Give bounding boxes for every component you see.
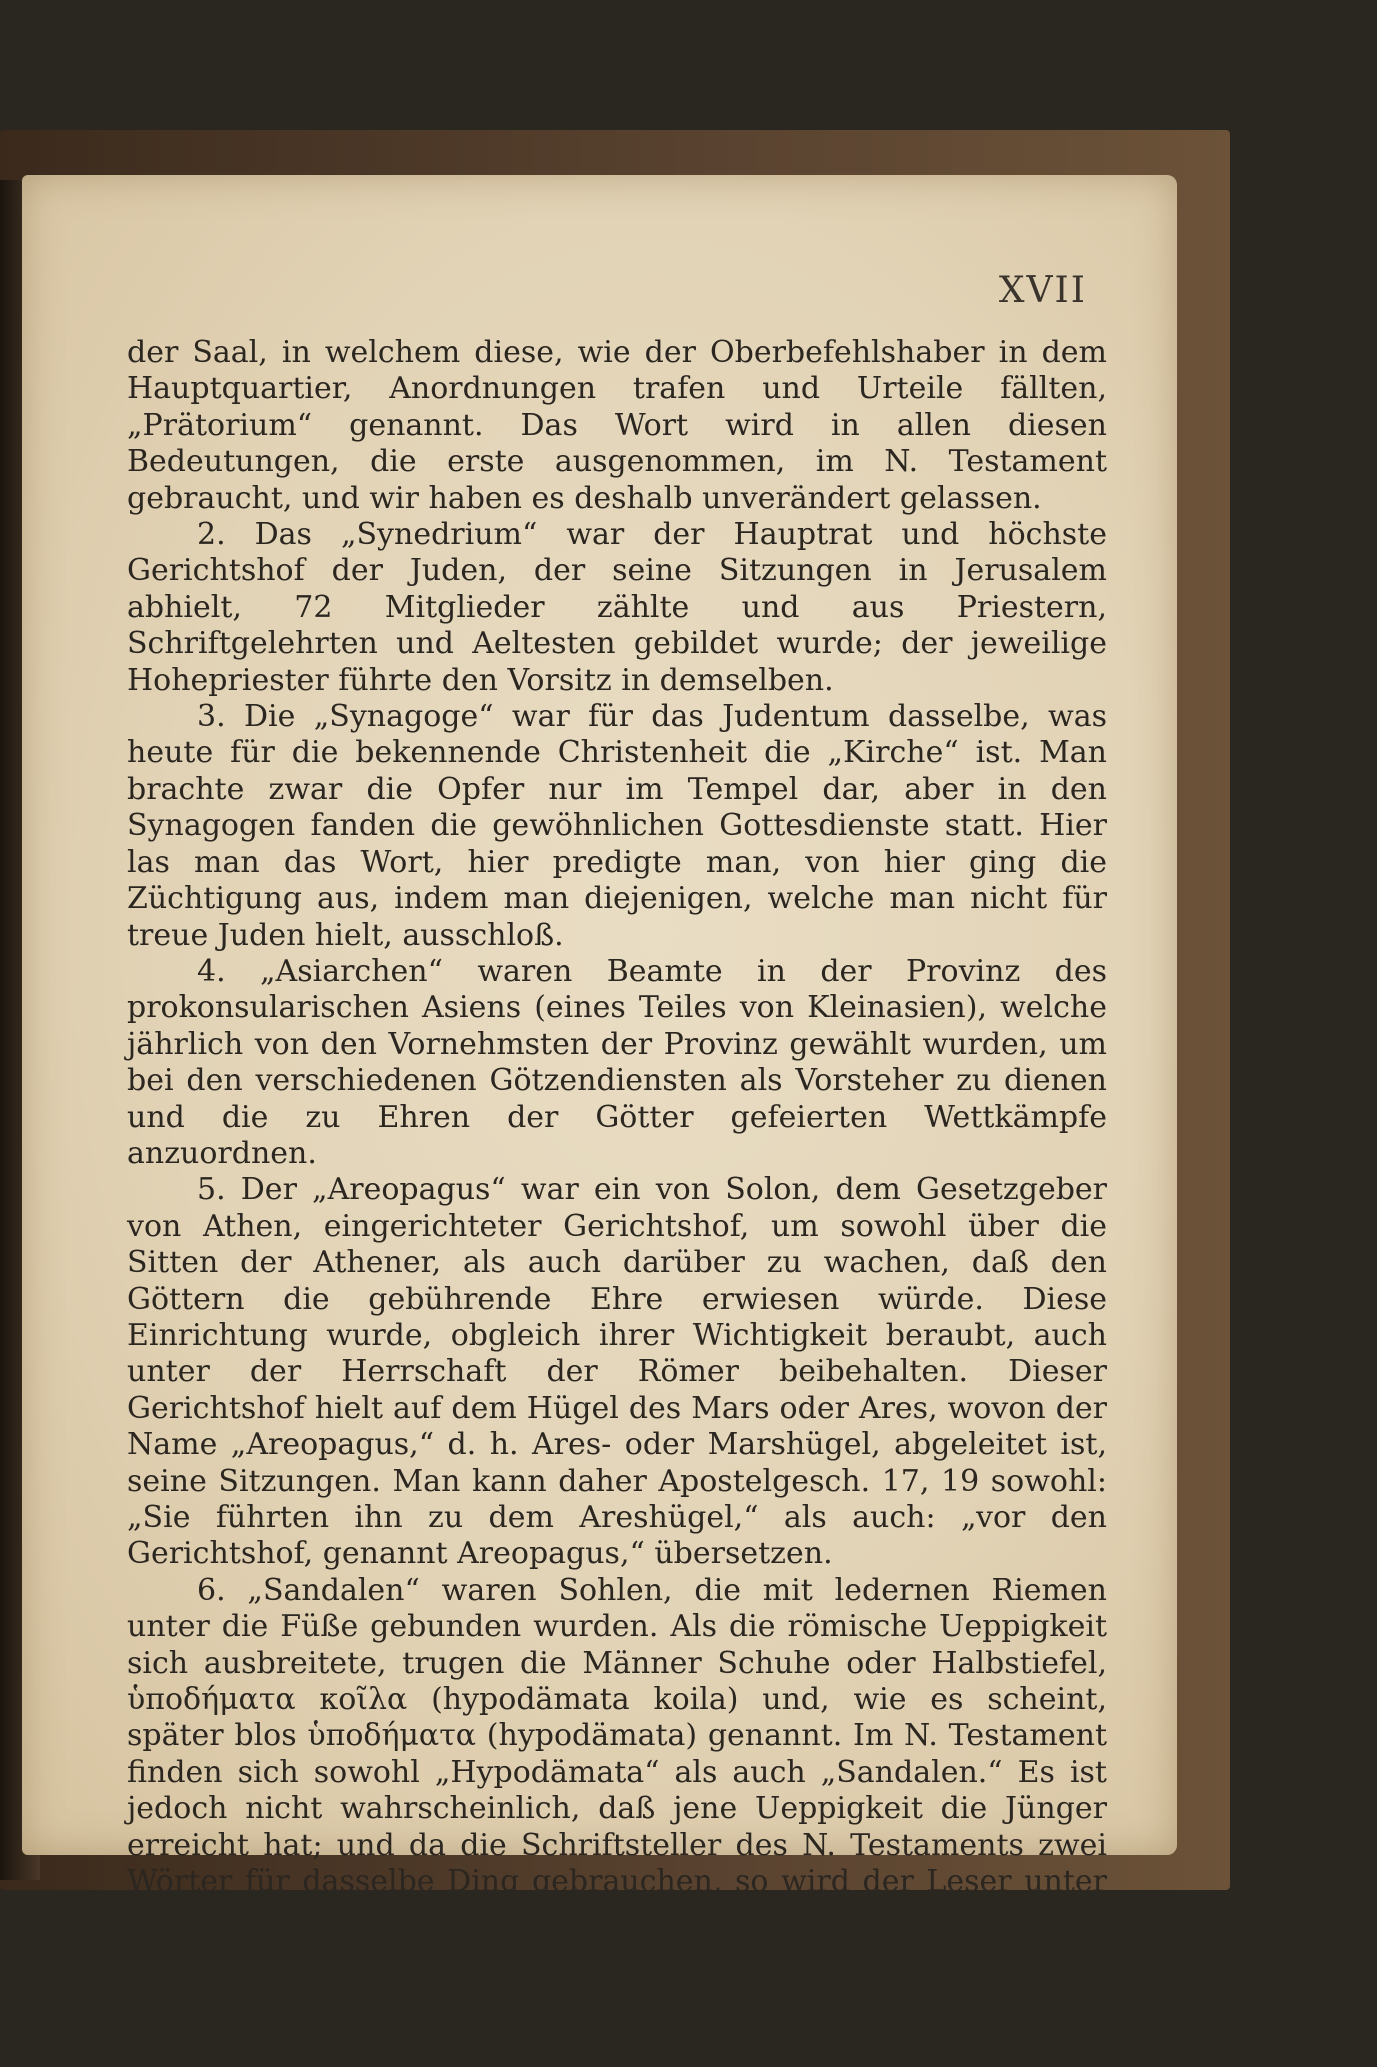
page-number: XVII xyxy=(998,270,1087,311)
book-page xyxy=(22,175,1177,1936)
paragraph-asiarchen: 4. „Asiarchen“ waren Beamte in der Provinz des prokonsularischen Asiens (eines Teiles von Kleinasien), welche jährlich von den Vornehmsten der Provinz gewählt wurden, um bei den verschiedenen Götzendiensten als Vorsteher zu dienen und die zu Ehren der Götter gefeierten Wettkämpfe anzuordnen. xyxy=(127,953,1107,1171)
paragraph-sandalen: 6. „Sandalen“ waren Sohlen, die mit ledernen Riemen unter die Füße gebunden wurden. Als die römische Ueppigkeit sich ausbreitete, trugen die Männer Schuhe oder Halbstiefel, ὑποδήματα κοῖλα (hypodämata koila) und, wie es scheint, später blos ὑποδήματα (hypodämata) genannt. Im N. Testament finden sich sowohl „Hypodämata“ als auch „Sandalen.“ Es ist jedoch nicht wahrscheinlich, daß jene Ueppigkeit die Jünger erreicht hat; und da die Schriftsteller des N. Testaments zwei Wörter für dasselbe Ding gebrauchen, so wird der Leser unter „Sandalen“ xyxy=(127,1572,1107,1936)
paragraph-synagoge: 3. Die „Synagoge“ war für das Judentum dasselbe, was heute für die bekennende Christenheit die „Kirche“ ist. Man brachte zwar die Opfer nur im Tempel dar, aber in den Synagogen fanden die gewöhnlichen Gottesdienste statt. Hier las man das Wort, hier predigte man, von hier ging die Züchtigung aus, indem man diejenigen, welche man nicht für treue Juden hielt, ausschloß. xyxy=(127,699,1107,953)
paragraph-areopagus: 5. Der „Areopagus“ war ein von Solon, dem Gesetzgeber von Athen, eingerichteter Gerichtshof, um sowohl über die Sitten der Athener, als auch darüber zu wachen, daß den Göttern die gebührende Ehre erwiesen würde. Diese Einrichtung wurde, obgleich ihrer Wichtigkeit beraubt, auch unter der Herrschaft der Römer beibehalten. Dieser Gerichtshof hielt auf dem Hügel des Mars oder Ares, wovon der Name „Areopagus,“ d. h. Ares- oder Marshügel, abgeleitet ist, seine Sitzungen. Man kann daher Apostelgesch. 17, 19 sowohl: „Sie führten ihn zu dem Areshügel,“ als auch: „vor den Gerichtshof, genannt Areopagus,“ übersetzen. xyxy=(127,1172,1107,1572)
page-text xyxy=(127,335,1107,1937)
paragraph-synedrium: 2. Das „Synedrium“ war der Hauptrat und höchste Gerichtshof der Juden, der seine Sitzungen in Jerusalem abhielt, 72 Mitglieder zählte und aus Priestern, Schriftgelehrten und Aeltesten gebildet wurde; der jeweilige Hohepriester führte den Vorsitz in demselben. xyxy=(127,517,1107,698)
paragraph-continuation: der Saal, in welchem diese, wie der Oberbefehlshaber in dem Hauptquartier, Anordnungen trafen und Urteile fällten, „Prätorium“ genannt. Das Wort wird in allen diesen Bedeutungen, die erste ausgenommen, im N. Testament gebraucht, und wir haben es deshalb unverändert gelassen. xyxy=(127,335,1107,516)
